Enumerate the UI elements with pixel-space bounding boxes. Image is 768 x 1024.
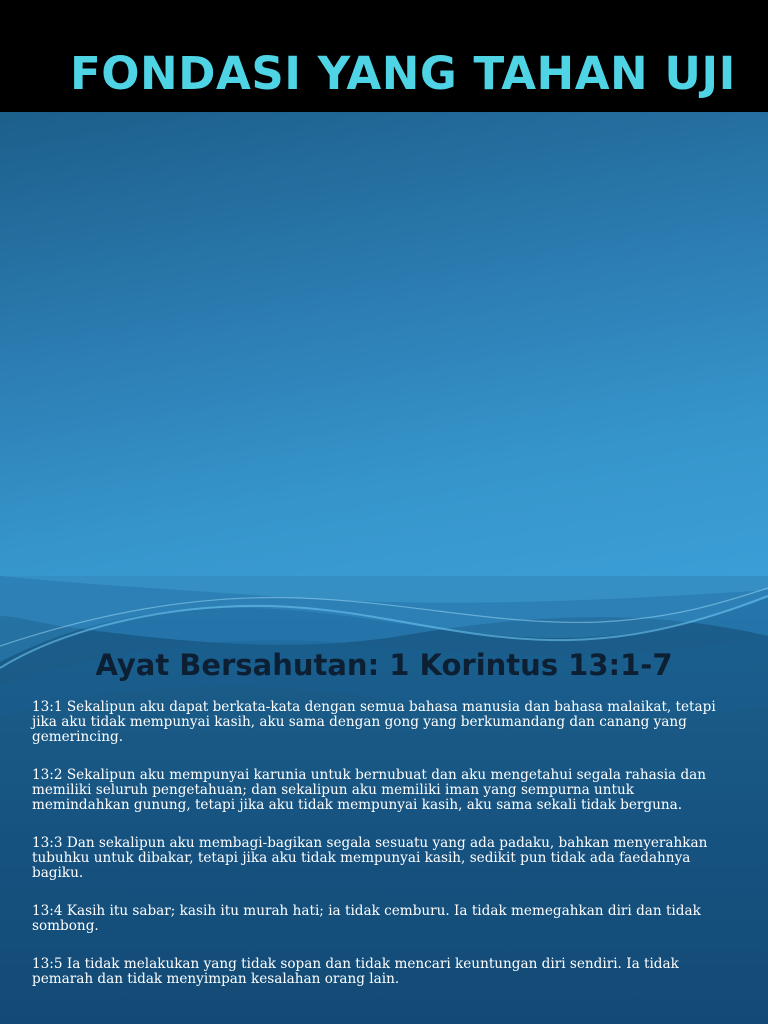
- slide-2-title: Ayat Bersahutan: 1 Korintus 13:1-7: [95, 648, 673, 682]
- slide-1-body: [0, 112, 768, 576]
- title-bar: [0, 0, 768, 112]
- verse-paragraph: 13:4 Kasih itu sabar; kasih itu murah hati; ia tidak cemburu. Ia tidak memegahkan diri dan tidak sombong.: [32, 903, 701, 934]
- verse-paragraph: 13:2 Sekalipun aku mempunyai karunia untuk bernubuat dan aku mengetahui segala rahasia dan memiliki seluruh pengetahuan; dan sekalipun aku memiliki iman yang sempurna untuk memindahkan gunung, tetapi jika aku tidak mempunyai kasih, aku sama sekali tidak berguna.: [32, 767, 707, 813]
- verse-paragraph: 13:3 Dan sekalipun aku membagi-bagikan segala sesuatu yang ada padaku, bahkan menyerahkan tubuhku untuk dibakar, tetapi jika aku tidak mempunyai kasih, sedikit pun tidak ada faedahnya bagiku.: [32, 835, 708, 881]
- verse-list: [32, 700, 732, 1010]
- slide-1-title: FONDASI YANG TAHAN UJI: [70, 47, 736, 100]
- verse-paragraph: 13:5 Ia tidak melakukan yang tidak sopan dan tidak mencari keuntungan diri sendiri. Ia tidak pemarah dan tidak menyimpan kesalahan orang lain.: [32, 956, 679, 987]
- verse-paragraph: 13:1 Sekalipun aku dapat berkata-kata dengan semua bahasa manusia dan bahasa malaikat, tetapi jika aku tidak mempunyai kasih, aku sama dengan gong yang berkumandang dan canang yang gemerincing.: [32, 699, 716, 745]
- slide-2: [0, 576, 768, 1024]
